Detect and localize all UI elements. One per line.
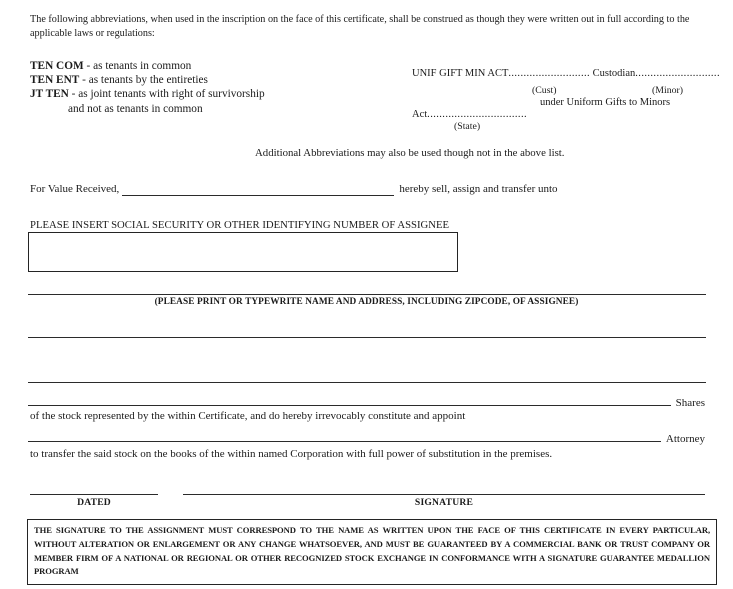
assignee-name-address-line-2[interactable] bbox=[28, 337, 706, 338]
abbreviation-definition: - as tenants in common bbox=[86, 60, 192, 72]
under-uniform-gifts-text: under Uniform Gifts to Minors bbox=[540, 97, 671, 108]
act-label: Act bbox=[412, 109, 428, 120]
state-fill-line[interactable]: ................................. bbox=[427, 109, 527, 120]
shares-sentence: of the stock represented by the within Certificate, and do hereby irrevocably constitute and appoint bbox=[30, 410, 466, 422]
dated-field[interactable] bbox=[30, 494, 158, 495]
unif-gift-act-label: UNIF GIFT MIN ACT bbox=[412, 68, 509, 79]
signature-label: SIGNATURE bbox=[414, 497, 474, 508]
minor-name-fill-line[interactable]: ............................ bbox=[635, 68, 720, 79]
abbreviation-list bbox=[30, 59, 265, 116]
unif-gift-act-line bbox=[412, 68, 720, 79]
shares-label: Shares bbox=[675, 397, 705, 409]
abbreviation-item-ten-ent bbox=[30, 73, 265, 87]
abbreviation-item-jt-ten bbox=[30, 87, 265, 101]
seller-name-field[interactable] bbox=[122, 183, 394, 196]
assignee-name-address-line-1[interactable] bbox=[28, 294, 706, 295]
for-value-received-label: For Value Received, bbox=[30, 183, 120, 195]
for-value-received-line bbox=[30, 183, 630, 196]
state-caption: (State) bbox=[454, 121, 481, 132]
additional-abbreviations-note: Additional Abbreviations may also be used though not in the above list. bbox=[255, 147, 565, 159]
sell-assign-transfer-text: hereby sell, assign and transfer unto bbox=[399, 183, 558, 195]
shares-amount-field[interactable] bbox=[28, 394, 671, 406]
attorney-sentence: to transfer the said stock on the books of the within named Corporation with full power of substitution in the premises. bbox=[30, 448, 553, 460]
cust-caption: (Cust) bbox=[532, 85, 557, 96]
signature-guarantee-notice: THE SIGNATURE TO THE ASSIGNMENT MUST CORRESPOND TO THE NAME AS WRITTEN UPON THE FACE OF THIS CERTIFICATE IN EVERY PARTICULAR, WITHOUT ALTERATION OR ENLARGEMENT OR ANY CHANGE WHATSOEVER, AND MUST BE GUARANTEED BY A COMMERCIAL BANK OR TRUST COMPANY OR MEMBER FIRM OF A NATIONAL OR REGIONAL OR OTHER RECOGNIZED STOCK EXCHANGE IN CONFORMANCE WITH A SIGNATURE GUARANTEE MEDALLION PROGRAM bbox=[27, 519, 717, 585]
minor-caption: (Minor) bbox=[652, 85, 684, 96]
custodian-name-fill-line[interactable]: ........................... bbox=[508, 68, 591, 79]
dated-label: DATED bbox=[77, 497, 111, 508]
unif-gift-state-line bbox=[412, 109, 527, 120]
shares-line-row bbox=[28, 394, 705, 409]
signature-field[interactable] bbox=[183, 494, 705, 495]
assignee-name-address-line-3[interactable] bbox=[28, 382, 706, 383]
abbreviation-term: JT TEN bbox=[30, 88, 69, 101]
abbreviation-term: TEN COM bbox=[30, 60, 84, 72]
abbreviation-item-ten-com bbox=[30, 59, 265, 73]
custodian-label: Custodian bbox=[592, 68, 636, 79]
attorney-name-field[interactable] bbox=[28, 430, 661, 442]
abbreviation-definition: - as joint tenants with right of survivorship bbox=[71, 88, 265, 101]
abbreviation-term: TEN ENT bbox=[30, 74, 80, 87]
print-or-typewrite-caption: (PLEASE PRINT OR TYPEWRITE NAME AND ADDRESS, INCLUDING ZIPCODE, OF ASSIGNEE) bbox=[154, 297, 579, 307]
abbreviation-definition: - as tenants by the entireties bbox=[82, 74, 208, 87]
abbreviation-definition-continuation: and not as tenants in common bbox=[68, 102, 203, 115]
abbreviations-intro: The following abbreviations, when used in the inscription on the face of this certificate, shall be construed as though they were written out in full according to the applicable laws or regulations: bbox=[30, 14, 690, 39]
ssn-heading: PLEASE INSERT SOCIAL SECURITY OR OTHER IDENTIFYING NUMBER OF ASSIGNEE bbox=[30, 219, 450, 231]
attorney-line-row bbox=[28, 430, 705, 445]
ssn-box-field[interactable] bbox=[28, 232, 458, 272]
attorney-label: Attorney bbox=[665, 433, 705, 445]
